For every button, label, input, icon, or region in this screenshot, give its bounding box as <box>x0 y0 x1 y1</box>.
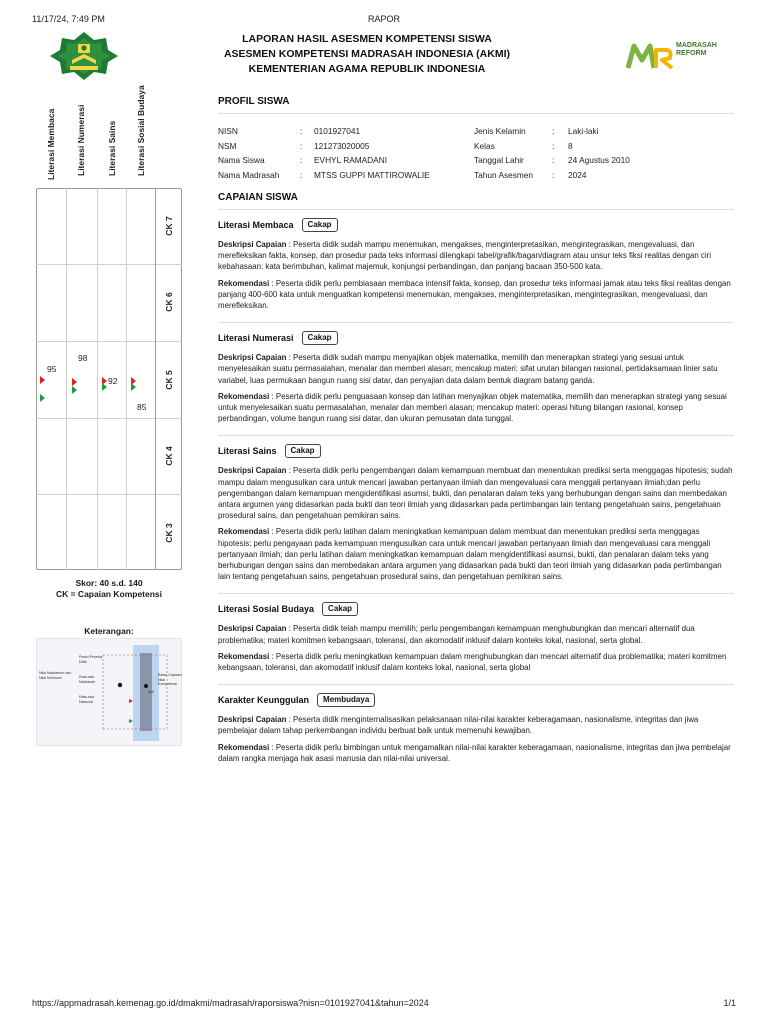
deskripsi-capaian <box>218 623 734 645</box>
chart-column-label: Literasi Membaca <box>46 108 56 180</box>
madrasah-reform-logo <box>626 38 730 72</box>
score-literasi-membaca: 95 <box>47 364 57 374</box>
reform-text-1: MADRASAH <box>676 42 717 49</box>
skor-caption <box>36 578 182 600</box>
profil-label: Kelas <box>474 140 495 151</box>
rekomendasi-label: Rekomendasi <box>218 742 270 752</box>
profil-heading: PROFIL SISWA <box>218 96 734 114</box>
deskripsi-label: Deskripsi Capaian <box>218 353 287 363</box>
capaian-block <box>218 594 734 685</box>
rekomendasi-label: Rekomendasi <box>218 651 270 661</box>
capaian-title: Karakter Keunggulan <box>218 695 310 706</box>
capaian-title: Literasi Numerasi <box>218 333 294 344</box>
capaian-block <box>218 323 734 436</box>
grid-divider <box>66 188 67 570</box>
rekomendasi <box>218 526 734 582</box>
legend-batas-label: Batas Capaian Nilai Kompetensi <box>158 673 182 686</box>
report-title-line1: LAPORAN HASIL ASESMEN KOMPETENSI SISWA <box>242 33 492 45</box>
profil-value: 0101927041 <box>314 126 361 137</box>
chart-column-label: Literasi Sains <box>107 120 117 176</box>
profil-label: Nama Madrasah <box>218 169 280 180</box>
deskripsi-text: : Peserta didik telah mampu memilih; perlu pengembangan kemampuan menghubungkan dan mencari alternatif dua problematika; materi komitmen kebangsaan, toleransi, dan akomodatif inklusif dalam konteks lokal, nasional, serta global. <box>218 624 695 645</box>
profil-label: Tanggal Lahir <box>474 155 524 166</box>
ck-label: CK 6 <box>164 292 174 312</box>
capaian-title: Literasi Membaca <box>218 220 294 230</box>
rekomendasi <box>218 742 734 764</box>
chart-column-label: Literasi Sosial Budaya <box>136 85 146 176</box>
profil-value: 24 Agustus 2010 <box>568 155 630 166</box>
profil-table <box>218 124 734 182</box>
grid-divider <box>97 188 98 570</box>
profil-label: NSM <box>218 140 237 151</box>
level-badge: Cakap <box>302 331 338 345</box>
deskripsi-text: : Peserta didik menginternalisasikan pelaksanaan nilai-nilai karakter keberagamaan, nasionalisme, integritas dan jiwa pembelajar dalam tahap perkembangan individu berbuat baik untuk memenuhi kewajiban. <box>218 715 699 736</box>
legend-value-label: 110 <box>148 690 154 694</box>
profil-label: Nama Siswa <box>218 155 265 166</box>
rekomendasi <box>218 651 734 673</box>
legend-posisi-label: Posisi Peserta Didik <box>79 655 102 664</box>
deskripsi-capaian <box>218 239 734 273</box>
deskripsi-text: : Peserta didik perlu pengembangan dalam kemampuan membuat dan menentukan prediksi serta menggagas hipotesis; sudah mampu dalam mengusulkan cara untuk mencari jawaban pertanyaan ilmiah dan mengevaluasi cara menggali pertanyaan ilmiah;dan perlu pengembangan dalam kemampuan mengidentifikasi asumsi, bukti, dan penalaran dalam teks yang berhubungan dengan sains dan membedakan antara argumen yang didasarkan pada bukti dan teori ilmiah yang didasarkan pada pertimbangan lain tentang pengetahuan sains, pengetahuan prosedural sains, dan pengetahuan pemikiran sains. <box>218 466 733 521</box>
rekomendasi-label: Rekomendasi <box>218 278 270 288</box>
deskripsi-capaian <box>218 465 734 521</box>
capaian-block <box>218 685 734 775</box>
deskripsi-capaian <box>218 714 734 736</box>
chart-column-label: Literasi Numerasi <box>76 104 86 176</box>
level-badge: Cakap <box>285 444 321 458</box>
national-average-marker-icon <box>40 394 45 402</box>
capaian-block <box>218 436 734 594</box>
profil-value: 2024 <box>568 169 587 180</box>
skor-range: Skor: 40 s.d. 140 <box>75 578 143 588</box>
level-badge: Cakap <box>322 602 358 616</box>
report-title <box>200 32 534 77</box>
ck-label: CK 3 <box>164 523 174 543</box>
national-average-marker-icon <box>72 386 77 394</box>
capaian-block <box>218 210 734 323</box>
rekomendasi-label: Rekomendasi <box>218 527 270 537</box>
legend-nilai-label: Nilai Maksimum dan Nilai Minimum <box>39 671 72 680</box>
profil-row: Nama Madrasah : MTSS GUPPI MATTIROWALIE Tahun Asesmen : 2024 <box>218 169 587 180</box>
position-marker-icon <box>72 378 77 386</box>
reform-mark-icon <box>626 40 676 72</box>
print-header <box>0 14 768 26</box>
rekomendasi <box>218 391 734 425</box>
rekomendasi-text: : Peserta didik perlu meningkatkan kemampuan dalam menghubungkan dan mencari alternatif dua problematika; materi komitmen kebangsaan, toleransi, dan akomodatif inklusif dalam konteks lokal, nasional, serta global <box>218 651 727 673</box>
rekomendasi-text: : Peserta didik perlu latihan dalam meningkatkan kemampuan dalam membuat dan menentukan prediksi serta menggagas hipotesis; perlu pengayaan pada kemampuan mengusulkan cara untuk mencari jawaban pertanyaan ilmiah dan mengevaluasi cara menggali pertanyaan ilmiah; dan perlu latihan dalam meningkatkan kemampuan dalam mengidentifikasi asumsi, bukti, dan penalaran dalam teks yang berhubungan dengan sains dan membedakan antara argumen yang didasarkan pada bukti dan teori ilmiah yang didasarkan pada pertimbangan lain tentang pengetahuan sains, pengetahuan prosedural sains, dan pengetahuan pemikiran sains. <box>218 527 722 582</box>
page-number: 1/1 <box>723 998 736 1008</box>
profil-label: Jenis Kelamin <box>474 126 526 137</box>
position-marker-icon <box>40 376 45 384</box>
deskripsi-label: Deskripsi Capaian <box>218 624 287 634</box>
profil-value: 121273020005 <box>314 140 370 151</box>
ck-label: CK 7 <box>164 216 174 236</box>
report-title-line2: ASESMEN KOMPETENSI MADRASAH INDONESIA (AKMI) <box>223 48 511 60</box>
rekomendasi <box>218 278 734 312</box>
profil-row: NISN : 0101927041 Jenis Kelamin : Laki-laki <box>218 126 599 137</box>
legend-rata-madrasah-label: Rata-rata Madrasah <box>79 675 95 684</box>
score-literasi-sosial-budaya: 85 <box>137 402 147 412</box>
report-title-line3: KEMENTERIAN AGAMA REPUBLIK INDONESIA <box>248 63 486 75</box>
keterangan-title: Keterangan: <box>84 626 134 636</box>
capaian-title: Literasi Sains <box>218 446 277 457</box>
ck-label: CK 5 <box>164 370 174 390</box>
national-average-marker-icon <box>131 383 136 391</box>
profil-label: Tahun Asesmen <box>474 169 534 180</box>
rekomendasi-text: : Peserta didik perlu bimbingan untuk mengamalkan nilai-nilai karakter keberagamaan, nasionalisme, integritas dan jiwa pembelajar dalam rangka menjaga hak asasi manusia dan nilai-nilai universal. <box>218 742 731 763</box>
legend-diagram <box>37 639 183 747</box>
level-badge: Cakap <box>302 218 338 232</box>
profil-value: Laki-laki <box>568 126 599 137</box>
profil-value: 8 <box>568 140 573 151</box>
legend-rata-nasional-label: Rata-rata Nasional <box>79 695 94 704</box>
deskripsi-capaian <box>218 352 734 386</box>
print-url: https://appmadrasah.kemenag.go.id/dmakmi/madrasah/raporsiswa?nisn=0101927041&tahun=2024 <box>32 998 429 1008</box>
capaian-heading: CAPAIAN SISWA <box>218 192 734 210</box>
kemenag-logo <box>48 30 120 82</box>
deskripsi-label: Deskripsi Capaian <box>218 715 287 725</box>
national-average-marker-icon <box>102 383 107 391</box>
main-content <box>218 96 734 775</box>
rekomendasi-text: : Peserta didik perlu pembiasaan membaca intensif fakta, konsep, dan prosedur teks informasi jamak atau teks fiksi realitas dengan panjang 400-600 kata untuk menguatkan kompetensi menemukan, mengakses, menginterpretasikan, mengintegrasikan, mengevaluasi, dan merefleksikan. <box>218 278 731 311</box>
level-badge: Membudaya <box>317 693 375 707</box>
print-title: RAPOR <box>367 14 400 24</box>
ck-definition: CK = Capaian Kompetensi <box>55 589 163 599</box>
profil-row: Nama Siswa : EVHYL RAMADANI Tanggal Lahir : 24 Agustus 2010 <box>218 155 630 166</box>
profil-value: MTSS GUPPI MATTIROWALIE <box>314 169 430 180</box>
ck-label: CK 4 <box>164 446 174 466</box>
profil-value: EVHYL RAMADANI <box>314 155 387 166</box>
reform-text-2: REFORM <box>676 50 707 57</box>
deskripsi-label: Deskripsi Capaian <box>218 466 287 476</box>
score-literasi-sains: 92 <box>108 376 118 386</box>
score-literasi-numerasi: 98 <box>78 353 88 363</box>
rekomendasi-label: Rekomendasi <box>218 391 270 401</box>
print-footer <box>0 998 768 1010</box>
deskripsi-text: : Peserta didik sudah mampu menyajikan objek matematika, memilih dan menerapkan strategi yang sesuai untuk menyelesaikan suatu permasalahan, menalar dan memberi alasan; mencakup materi: sifat urutan bilangan rasional, pertidaksamaan linier satu variabel, luas permukaan bangun ruang sisi datar, dan penyajian data dalam bentuk diagram batang ganda. <box>218 353 718 385</box>
deskripsi-label: Deskripsi Capaian <box>218 240 287 249</box>
grid-divider <box>126 188 127 570</box>
rekomendasi-text: : Peserta didik perlu penguasaan konsep dan latihan menyajikan objek matematika, memilih dan menerapkan strategi yang sesuai untuk menyelesaikan suatu permasalahan, menalar dan memberi alasan; mencakup materi: operasi hitung bilangan rasional, konsep perbandingan, volume bangun ruang sisi datar, dan ukuran pemusatan data tunggal. <box>218 391 727 424</box>
profil-row: NSM : 121273020005 Kelas : 8 <box>218 140 573 151</box>
deskripsi-text: : Peserta didik sudah mampu menemukan, mengakses, menginterpretasikan, mengintegrasikan, mengevaluasi, dan merefleksikan fakta, konsep, dan prosedur pada teks informasi dilengkapi tabel/grafik/bagan/diagram atau unsur teks fiksi realitas dengan ciri kebahasaan: kata berimbuhan, kalimat majemuk, konjungsi perbandingan, dan panjang bacaan 350-500 kata. <box>218 240 711 272</box>
print-datetime: 11/17/24, 7:49 PM <box>32 14 105 24</box>
keterangan-legend <box>36 638 182 746</box>
capaian-title: Literasi Sosial Budaya <box>218 604 315 615</box>
capaian-section <box>218 192 734 775</box>
profil-label: NISN <box>218 126 238 137</box>
